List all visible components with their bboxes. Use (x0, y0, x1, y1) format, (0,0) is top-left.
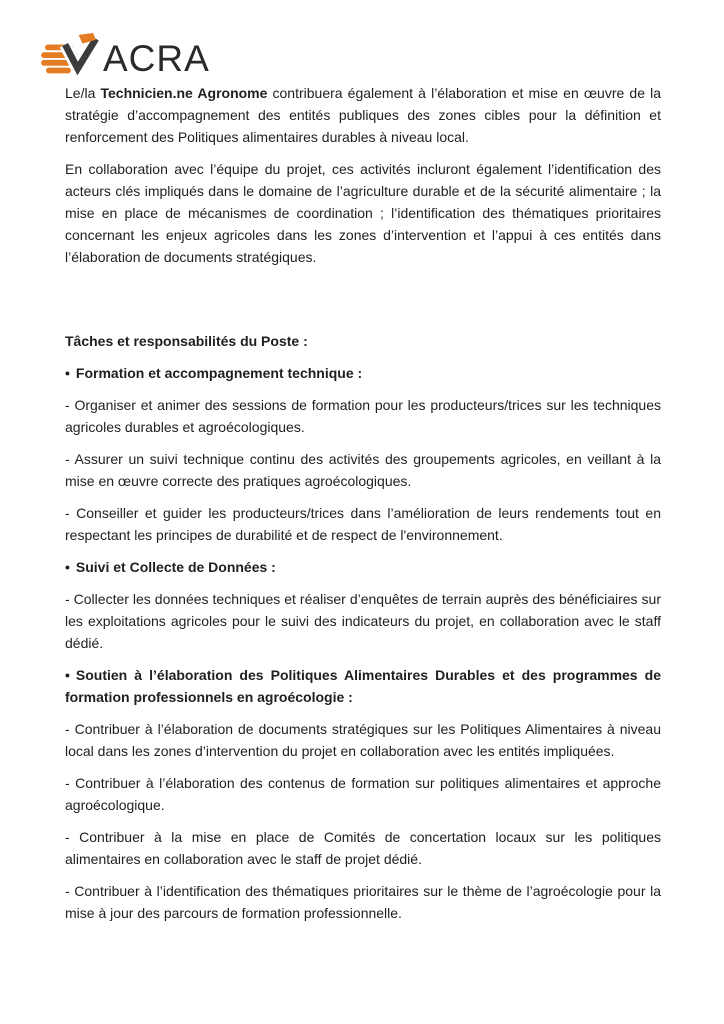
task-item: - Contribuer à l’élaboration de documents stratégiques sur les Politiques Alimentaires à niveau local dans les zones d’intervention du projet en collaboration avec les entités impliquées. (65, 721, 661, 759)
task-item: - Conseiller et guider les producteurs/trices dans l’amélioration de leurs rendements tout en respectant les principes de durabilité et de respect de l'environnement. (65, 505, 661, 543)
acra-logo-text: ACRA (103, 37, 210, 79)
intro-p1-rest: contribuera également à l’élaboration et mise en œuvre de la stratégie d’accompagnement des entités publiques des zones cibles pour la définition et renforcement des Politiques alimentaires durables à niveau local. (65, 85, 661, 145)
task-item: - Assurer un suivi technique continu des activités des groupements agricoles, en veillant à la mise en œuvre correcte des pratiques agroécologiques. (65, 451, 661, 489)
bullet-icon: • (65, 559, 70, 575)
group-heading-suivi (65, 556, 661, 578)
job-title: Technicien.ne Agronome (100, 85, 268, 101)
section-gap (65, 278, 661, 330)
intro-paragraph-2: En collaboration avec l’équipe du projet, ces activités incluront également l’identification des acteurs clés impliqués dans le domaine de l’agriculture durable et de la sécurité alimentaire ; la mise en place de mécanismes de coordination ; l’identification des thématiques prioritaires concernant les enjeux agricoles dans les zones d’intervention et l’appui à ces entités dans l’élaboration de documents stratégiques. (65, 161, 661, 265)
group-heading-soutien-label: Soutien à l’élaboration des Politiques Alimentaires Durables et des programmes de formation professionnels en agroécologie : (65, 667, 661, 705)
task-item: - Contribuer à l’élaboration des contenus de formation sur politiques alimentaires et approche agroécologique. (65, 775, 661, 813)
document-body (65, 82, 661, 934)
task-item: - Organiser et animer des sessions de formation pour les producteurs/trices sur les techniques agricoles durables et agroécologiques. (65, 397, 661, 435)
logo-finger-4 (46, 68, 71, 74)
group-heading-formation-label: Formation et accompagnement technique : (75, 365, 363, 381)
bullet-icon: • (65, 667, 70, 683)
task-item: - Collecter les données techniques et réaliser d’enquêtes de terrain auprès des bénéficiaires sur les exploitations agricoles pour le suivi des indicateurs du projet, en collaboration avec le staff dédié. (65, 591, 661, 651)
acra-hand-logo-icon (38, 33, 100, 83)
bullet-icon: • (65, 365, 70, 381)
task-item: - Contribuer à l’identification des thématiques prioritaires sur le thème de l’agroécologie pour la mise à jour des parcours de formation professionnelle. (65, 883, 661, 921)
group-heading-soutien (65, 664, 661, 708)
task-item: - Contribuer à la mise en place de Comités de concertation locaux sur les politiques alimentaires en collaboration avec le staff de projet dédié. (65, 829, 661, 867)
intro-paragraph-1 (65, 82, 661, 148)
intro-p1-prefix: Le/la (65, 85, 101, 101)
group-heading-suivi-label: Suivi et Collecte de Données : (75, 559, 276, 575)
acra-logo (38, 33, 210, 83)
group-heading-formation (65, 362, 661, 384)
tasks-section-title: Tâches et responsabilités du Poste : (65, 333, 308, 349)
